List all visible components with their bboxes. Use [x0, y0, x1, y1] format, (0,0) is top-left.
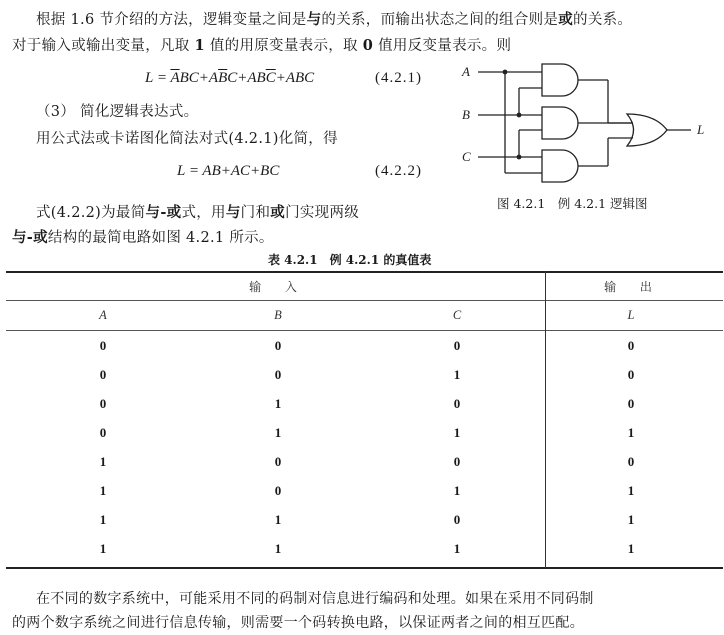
paragraph-line: 的两个数字系统之间进行信息传输，则需要一个码转换电路，以保证两者之间的相互匹配。 — [12, 615, 584, 631]
equation-number: (4.2.2) — [375, 163, 422, 179]
outputs-group-header: 输 出 — [604, 280, 662, 294]
column-header-l: L — [627, 308, 635, 322]
paragraph-line: 在不同的数字系统中，可能采用不同的码制对信息进行编码和处理。如果在采用不同码制 — [36, 591, 594, 607]
column-header-b: B — [274, 308, 282, 322]
step-heading: （3） 简化逻辑表达式。 — [36, 104, 199, 120]
column-header-a: A — [99, 308, 107, 322]
equation-4-2-2: L = AB+AC+BC — [177, 163, 280, 179]
paragraph-line: 对于输入或输出变量，凡取 1 值的用原变量表示，取 0 值用反变量表示。则 — [12, 37, 512, 54]
input-label-a: A — [462, 64, 470, 79]
paragraph-line: 根据 1.6 节介绍的方法，逻辑变量之间是与的关系，而输出状态之间的组合则是或的关系。 — [36, 11, 633, 28]
paragraph-line: 与-或结构的最简电路如图 4.2.1 所示。 — [12, 229, 274, 246]
input-label-c: C — [462, 149, 471, 164]
equation-number: (4.2.1) — [375, 70, 422, 86]
paragraph-line: 用公式法或卡诺图化简法对式(4.2.1)化简，得 — [36, 131, 338, 147]
table-bottom-rule — [6, 567, 723, 569]
equation-4-2-1: $L = \overline{A}BC+A\overline{B}C+AB\overline{C}+ABC$ — [145, 70, 315, 86]
table-header-rule — [6, 300, 723, 301]
output-label-l: L — [697, 122, 705, 137]
logic-diagram — [455, 60, 724, 185]
table-caption: 表 4.2.1 例 4.2.1 的真值表 — [268, 253, 432, 267]
inputs-group-header: 输 入 — [249, 280, 307, 294]
paragraph-line: 式(4.2.2)为最简与-或式，用与门和或门实现两级 — [36, 204, 360, 221]
table-top-rule — [6, 271, 723, 273]
column-header-c: C — [452, 308, 462, 322]
table-divider — [545, 271, 546, 568]
table-column-rule — [6, 330, 723, 331]
input-label-b: B — [462, 107, 470, 122]
figure-caption: 图 4.2.1 例 4.2.1 逻辑图 — [497, 196, 648, 211]
